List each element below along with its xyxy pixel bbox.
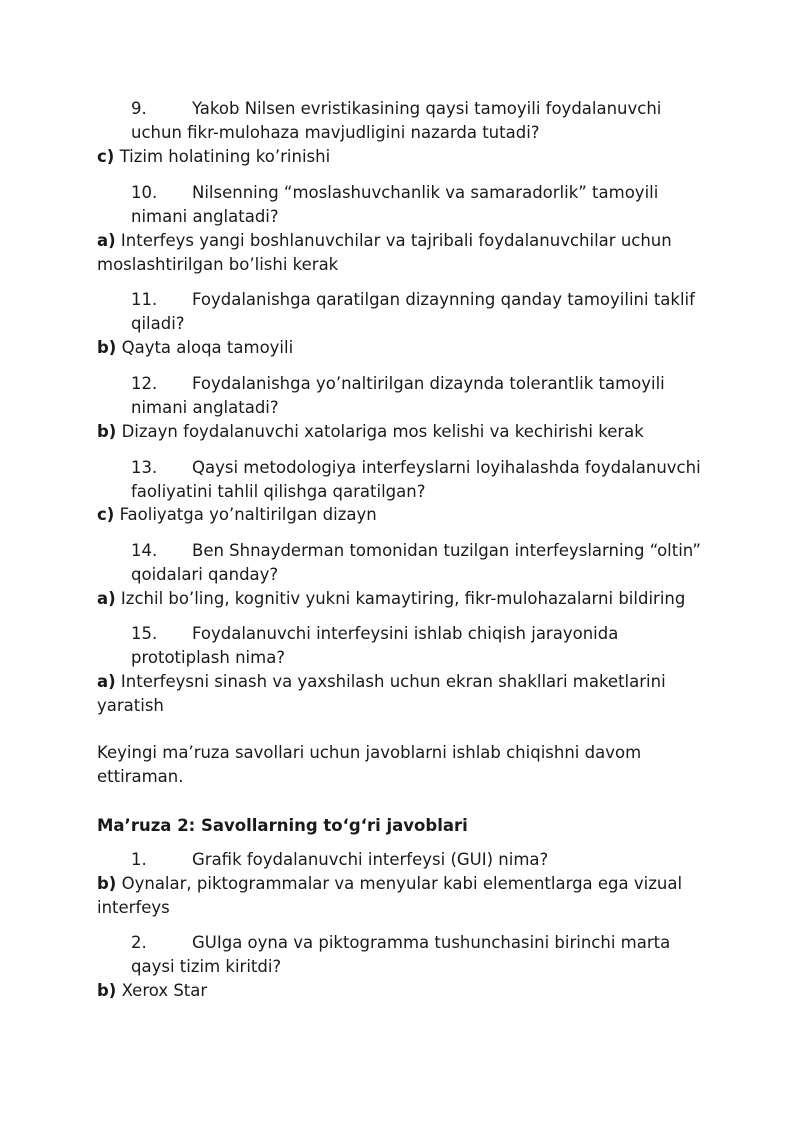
answer-15 (97, 670, 697, 717)
question-number: 15. (131, 624, 158, 643)
answer-1 (97, 872, 697, 919)
answer-text: Dizayn foydalanuvchi xatolariga mos kelishi va kechirishi kerak (116, 422, 644, 441)
answer-letter: b) (97, 422, 117, 441)
answer-text: Tizim holatining ko’rinishi (114, 147, 331, 166)
question-number: 2. (131, 933, 147, 952)
question-text: Foydalanuvchi interfeysini ishlab chiqish jarayonida prototiplash nima? (131, 624, 619, 667)
answer-12 (97, 420, 697, 444)
question-number: 9. (131, 99, 147, 118)
question-number: 11. (131, 290, 158, 309)
question-text: Yakob Nilsen evristikasining qaysi tamoyili foydalanuvchi uchun fikr-mulohaza mavjudligini nazarda tutadi? (131, 99, 662, 142)
answer-9 (97, 145, 697, 169)
answer-13 (97, 503, 697, 527)
answer-letter: a) (97, 672, 116, 691)
question-number: 14. (131, 541, 158, 560)
continuation-paragraph: Keyingi ma’ruza savollari uchun javoblarni ishlab chiqishni davom ettiraman. (97, 743, 642, 786)
section-heading: Ma’ruza 2: Savollarning to‘g‘ri javoblari (97, 816, 468, 835)
question-text: Foydalanishga yo’naltirilgan dizaynda tolerantlik tamoyili nimani anglatadi? (131, 374, 665, 417)
answer-2 (97, 979, 697, 1003)
question-number: 1. (131, 850, 147, 869)
question-text: Qaysi metodologiya interfeyslarni loyihalashda foydalanuvchi faoliyatini tahlil qilishga qaratilgan? (131, 458, 701, 501)
answer-text: Faoliyatga yo’naltirilgan dizayn (114, 505, 377, 524)
answer-text: Xerox Star (116, 981, 208, 1000)
question-14 (131, 539, 711, 586)
question-12 (131, 372, 711, 419)
answer-letter: b) (97, 981, 117, 1000)
answer-text: Qayta aloqa tamoyili (116, 338, 294, 357)
question-11 (131, 288, 711, 335)
question-number: 13. (131, 458, 158, 477)
answer-text: Izchil bo’ling, kognitiv yukni kamaytiring, fikr-mulohazalarni bildiring (115, 589, 686, 608)
question-text: Grafik foydalanuvchi interfeysi (GUI) nima? (192, 850, 549, 869)
question-1 (131, 848, 711, 872)
question-9 (131, 97, 711, 144)
answer-text: Interfeysni sinash va yaxshilash uchun ekran shakllari maketlarini yaratish (97, 672, 666, 715)
answer-letter: b) (97, 874, 117, 893)
answer-letter: b) (97, 338, 117, 357)
question-text: Foydalanishga qaratilgan dizaynning qanday tamoyilini taklif qiladi? (131, 290, 695, 333)
answer-letter: c) (97, 147, 115, 166)
question-2 (131, 931, 711, 978)
answer-letter: a) (97, 589, 116, 608)
answer-letter: c) (97, 505, 115, 524)
question-number: 12. (131, 374, 158, 393)
question-10 (131, 181, 711, 228)
question-number: 10. (131, 183, 158, 202)
question-13 (131, 456, 711, 503)
answer-14 (97, 587, 697, 611)
answer-10 (97, 229, 697, 276)
question-text: Nilsenning “moslashuvchanlik va samaradorlik” tamoyili nimani anglatadi? (131, 183, 659, 226)
question-text: Ben Shnayderman tomonidan tuzilgan interfeyslarning “oltin” qoidalari qanday? (131, 541, 701, 584)
answer-text: Oynalar, piktogrammalar va menyular kabi elementlarga ega vizual interfeys (97, 874, 683, 917)
answer-letter: a) (97, 231, 116, 250)
question-text: GUIga oyna va piktogramma tushunchasini birinchi marta qaysi tizim kiritdi? (131, 933, 671, 976)
answer-text: Interfeys yangi boshlanuvchilar va tajribali foydalanuvchilar uchun moslashtirilgan bo’lishi kerak (97, 231, 672, 274)
answer-11 (97, 336, 697, 360)
question-15 (131, 622, 711, 669)
